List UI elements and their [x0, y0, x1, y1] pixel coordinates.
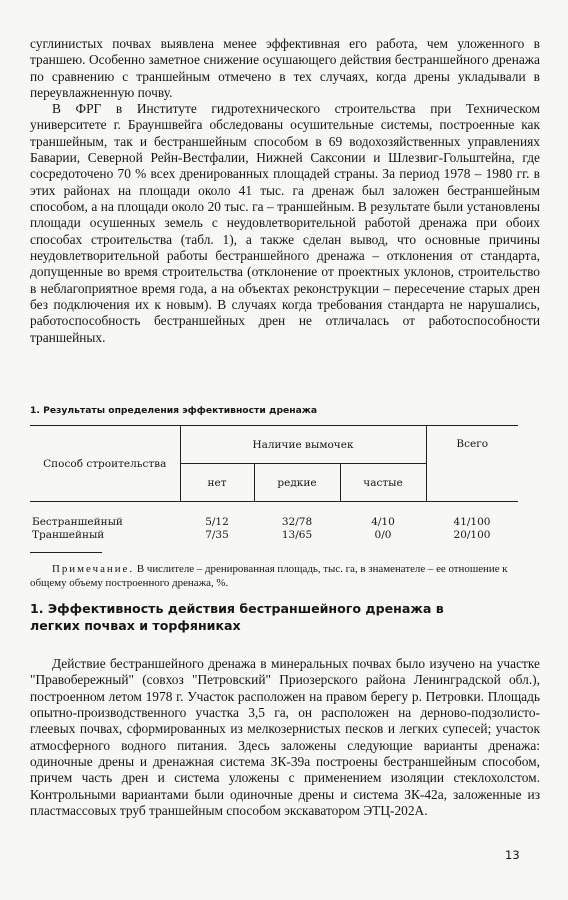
header-frequent: частые: [340, 464, 426, 502]
cell-frequent: 4/10: [371, 515, 395, 528]
paragraph-intro: суглинистых почвах выявлена менее эффективная его работа, чем уложенного в траншею. Особенно заметное снижение осушающего действия бестраншейного дренажа по сравнению с траншейным отмечено в тех случаях, когда дрены укладывали в переувлажненную почву.: [30, 36, 540, 101]
table-note: [30, 563, 545, 590]
cell-rare: 13/65: [281, 528, 313, 541]
paragraph-pravoberezhny: Действие бестраншейного дренажа в минеральных почвах было изучено на участке "Правобережный" (совхоз "Петровский" Приозерского района Ленинградской обл.), построенном летом 1978 г. Участок расположен на правом берегу р. Петровки. Площадь опытно-производственного участка 3,5 га, он расположен на дерново-подзолисто-глеевых почвах, сформированных из мелкозернистых песков и легких супесей; участок атмосферного водного питания. Здесь заложены следующие варианты дренажа: одиночные дрены и дренажная система ЗК-39а построены бестраншейным способом, причем часть дрен и система уложены с применением изоляции стеклохолстом. Контрольными вариантами были одиночные дрены и система ЗК-42а, заложенные из пластмассовых труб траншейным способом экскаватором ЭТЦ-202А.: [30, 656, 540, 819]
header-none: нет: [180, 464, 254, 502]
header-rare: редкие: [254, 464, 340, 502]
table-row: [30, 515, 518, 528]
row-label: Траншейный: [32, 528, 105, 541]
cell-none: 7/35: [205, 528, 229, 541]
page-number: 13: [505, 848, 520, 862]
paragraph-frg-study: В ФРГ в Институте гидротехнического строительства при Техническом университете г. Брауншвейга обследованы осушительные системы, построенные как траншейным, так и бестраншейным способом в 69 водохозяйственных управлениях Баварии, Северной Рейн-Вестфалии, Нижней Саксонии и Шлезвиг-Гольштейна, где сосредоточено 70 % всех дренированных площадей страны. За период 1978 – 1980 гг. в этих районах на площади около 41 тыс. га дренаж был заложен бестраншейным способом, а на площади около 20 тыс. га – траншейным. В результате были установлены площади осушенных земель с неудовлетворительной работой дренажа при обоих способах строительства (табл. 1), а также сделан вывод, что основные причины неудовлетворительной работы бестраншейного дренажа – отклонения от стандарта, допущенные во время строительства (отклонение от проектных уклонов, строительство в неблагоприятное время года, а на объектах реконструкции – пересечение старых дрен без подключения их к новым). В случаях когда требования стандарта не нарушались, работоспособность бестраншейных дрен не отличалась от работоспособности траншейных.: [30, 101, 540, 345]
header-total: Всего: [426, 426, 518, 502]
header-method: Способ строительства: [30, 426, 180, 502]
footnote-divider: [30, 552, 102, 553]
row-label: Бестраншейный: [32, 515, 123, 528]
results-table: [30, 425, 518, 541]
section-title: 1. Эффективность действия бестраншейного дренажа в легких почвах и торфяниках: [30, 601, 444, 633]
table-caption: 1. Результаты определения эффективности дренажа: [30, 405, 318, 416]
cell-frequent: 0/0: [374, 528, 392, 541]
note-text: В числителе – дренированная площадь, тыс. га, в знаменателе – ее отношение к общему объему построенного дренажа, %.: [30, 563, 508, 589]
cell-total: 41/100: [453, 515, 491, 528]
cell-total: 20/100: [453, 528, 491, 541]
note-label: Примечание.: [52, 563, 135, 575]
cell-rare: 32/78: [281, 515, 313, 528]
header-wetspots: Наличие вымочек: [180, 426, 426, 464]
cell-none: 5/12: [205, 515, 229, 528]
table-row: [30, 528, 518, 541]
